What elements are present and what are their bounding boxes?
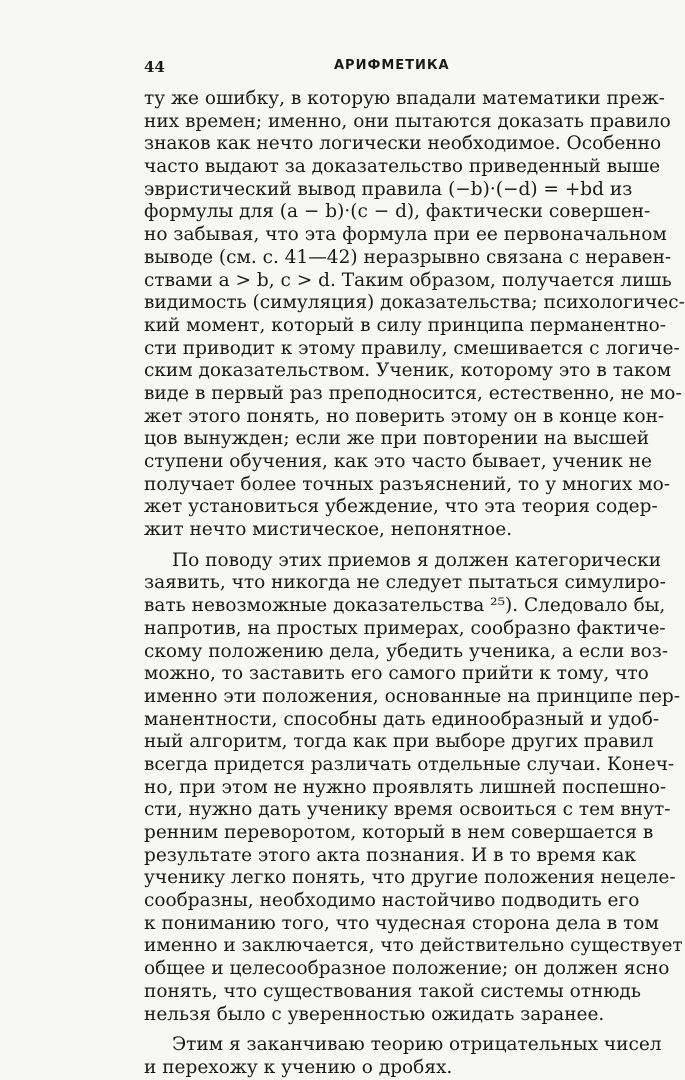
text-line: всегда придется различать отдельные случаи. Конеч-: [144, 753, 675, 775]
text-line: но, при этом не нужно проявлять лишней поспешно-: [144, 776, 667, 798]
text-line: ствами a > b, c > d. Таким образом, получается лишь: [144, 269, 672, 291]
text-line: ный алгоритм, тогда как при выборе других правил: [144, 731, 654, 753]
text-line: сти приводит к этому правилу, смешивается с логиче-: [144, 337, 680, 359]
text-line: ским доказательством. Ученик, которому это в таком: [144, 360, 672, 382]
text-line: ступени обучения, как это часто бывает, ученик не: [144, 451, 652, 472]
text-line: выводе (см. с. 41—42) неразрывно связана с нерaвен-: [144, 246, 672, 268]
text-line: них времен; именно, они пытаются доказать правило: [144, 110, 671, 132]
text-line: жит нечто мистическое, непонятное.: [144, 519, 513, 541]
paragraph: [144, 1034, 662, 1079]
text-line: ученику легко понять, что другие положения нецеле-: [144, 867, 676, 889]
text-line: результате этого акта познания. И в то время как: [144, 844, 636, 866]
text-line: сообразны, необходимо настойчиво подводить его: [144, 890, 640, 912]
text-line: получает более точных разъяснений, то у многих мо-: [144, 473, 670, 495]
text-line: виде в первый раз преподносится, естественно, не мо-: [144, 382, 682, 404]
text-line: заявить, что никогда не следует пытаться симулиро-: [144, 572, 666, 594]
text-line: ту же ошибку, в которую впадали математики преж-: [144, 88, 665, 109]
page-header: [144, 58, 594, 80]
text-line: кий момент, который в силу принципа перманентно-: [144, 314, 667, 336]
paragraph: [144, 88, 685, 542]
text-line: знаков как нечто логически необходимое. Особенно: [144, 133, 662, 155]
text-line: По поводу этих приемов я должен категорически: [172, 549, 662, 571]
text-line: манентности, способны дать единообразный и удоб-: [144, 708, 660, 730]
text-line: и перехожу к учению о дробях.: [144, 1056, 453, 1078]
text-line: понять, что существования такой системы отнюдь: [144, 980, 641, 1002]
text-line: сти, нужно дать ученику время освоиться с тем внут-: [144, 799, 671, 821]
page-number: 44: [144, 58, 165, 76]
text-line: часто выдают за доказательство приведенный выше: [144, 156, 661, 178]
body-text: [144, 88, 685, 1080]
text-line: можно, то заставить его самого прийти к тому, что: [144, 663, 649, 685]
text-line: напротив, на простых примерах, сообразно фактиче-: [144, 617, 666, 639]
running-title: АРИФМЕТИКА: [334, 58, 450, 73]
text-line: Этим я заканчиваю теорию отрицательных чисел: [172, 1034, 662, 1056]
paragraph: [144, 549, 683, 1026]
text-line: жет установиться убеждение, что эта теория содер-: [144, 496, 658, 518]
text-line: но забывая, что эта формула при ее первоначальном: [144, 224, 667, 246]
text-line: к пониманию того, что чудесная сторона дела в том: [144, 912, 659, 934]
text-line: формулы для (a − b)·(c − d), фактически совершен-: [144, 201, 651, 223]
text-line: ренним переворотом, который в нем совершается в: [144, 822, 654, 843]
text-line: именно эти положения, основанные на принципе пер-: [144, 685, 681, 707]
text-line: общее и целесообразное положение; он должен ясно: [144, 958, 670, 980]
text-line: скому положению дела, убедить ученика, а если воз-: [144, 640, 669, 662]
text-line: жет этого понять, но поверить этому он в конце кон-: [144, 405, 665, 427]
text-line: видимость (симуляция) доказательства; психологичес-: [144, 292, 685, 314]
text-line: нельзя было с уверенностью ожидать заранее.: [144, 1003, 605, 1025]
text-line: цов вынужден; если же при повторении на высшей: [144, 428, 650, 450]
text-line: именно и заключается, что действительно существует: [144, 935, 683, 957]
text-line: эвристический вывод правила (−b)·(−d) = +bd из: [144, 178, 633, 200]
text-line: вать невозможные доказательства ²⁵). Следовало бы,: [144, 595, 666, 617]
